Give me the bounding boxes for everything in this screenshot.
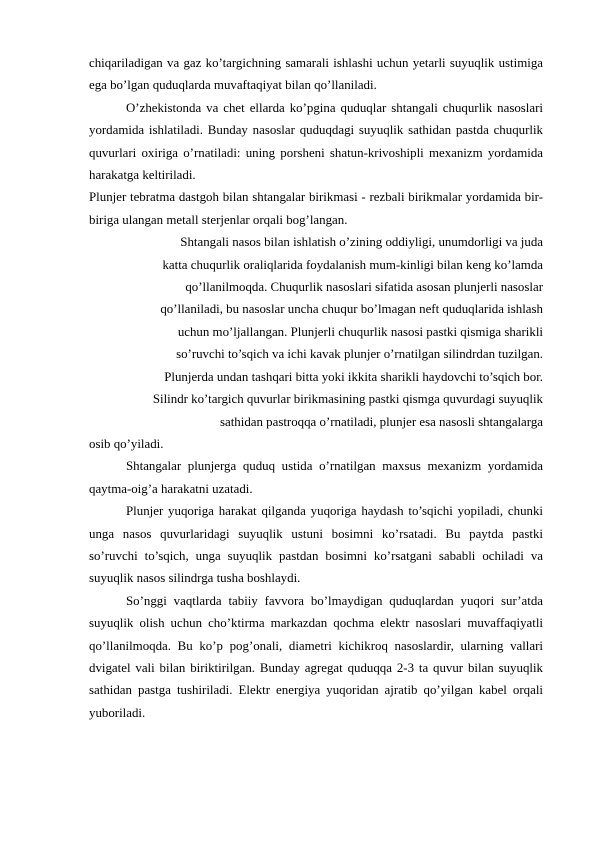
right-aligned-paragraph [89,231,543,455]
text-line: osib qo’yiladi. [89,436,164,451]
text-line: qo’llaniladi, bu nasoslar uncha chuqur bo’lmagan neft quduqlarida ishlash [160,302,543,317]
text-line: Plunjerda undan tashqari bitta yoki ikkita sharikli haydovchi to’sqich bor. [164,369,543,384]
text-line: uchun mo’ljallangan. Plunjerli chuqurlik nasosi pastki qismiga sharikli [177,324,543,339]
text-line: sathidan pastroqqa o’rnatiladi, plunjer esa nasosli shtangalarga [219,414,543,429]
paragraph-sucker-rod-pumps: O’zhekistonda va chet ellarda ko’pgina quduqlar shtangali chuqurlik nasoslari yordamida ishlatiladi. Bunday nasoslar quduqdagi suyuqlik sathidan pastda chuqurlik quvurlari oxiriga o’rnatiladi: uning porsheni shatun-krivoshipli mexanizm yordamida harakatga keltiriladi. [89,100,543,183]
document-body [89,52,543,724]
paragraph-plunger-motion: Plunjer yuqoriga harakat qilganda yuqoriga haydash to’sqichi yopiladi, chunki unga nasos quvurlaridagi suyuqlik ustuni bosimni ko’rsatadi. Bu paytda pastki so’ruvchi to’sqich, unga suyuqlik pastdan bosimni ko’rsatgani sababli ochiladi va suyuqlik nasos silindrga tusha boshlaydi. [89,504,543,586]
text-line: Shtangali nasos bilan ishlatish o’zining oddiyligi, unumdorligi va juda [180,235,543,250]
text-line: katta chuqurlik oraliqlarida foydalanish mum-kinligi bilan keng ko’lamda [162,257,543,272]
text-line: qo’llanilmoqda. Chuqurlik nasoslari sifatida asosan plunjerli nasoslar [185,280,543,295]
text-line: Silindr ko’targich quvurlar birikmasining pastki qismga quvurdagi suyuqlik [152,392,543,407]
paragraph-plunger-connection: Plunjer tebratma dastgoh bilan shtangalar birikmasi - rezbali birikmalar yordamida bir-biriga ulangan metall sterjenlar orqali bog’langan. [89,190,543,227]
paragraph-continuation: chiqariladigan va gaz ko’targichning samarali ishlashi uchun yetarli suyuqlik ustimiga ega bo’lgan quduqlarda muvaftaqiyat bilan qo’llaniladi. [89,56,543,93]
text-line: so’ruvchi to’sqich va ichi kavak plunjer o’rnatilgan silindrdan tuzilgan. [176,347,543,362]
paragraph-electric-pumps: So’nggi vaqtlarda tabiiy favvora bo’lmaydigan quduqlardan yuqori sur’atda suyuqlik olish uchun cho’ktirma markazdan qochma elektr nasoslari muvaffaqiyatli qo’llanilmoqda. Bu ko’p pog’onali, diametri kichikroq nasoslardir, ularning vallari dvigatel vali bilan biriktirilgan. Bunday agregat quduqqa 2-3 ta quvur bilan suyuqlik sathidan pastga tushiriladi. Elektr energiya yuqoridan ajratib qo’yilgan kabel orqali yuboriladi. [89,593,543,720]
paragraph-rod-mechanism: Shtangalar plunjerga quduq ustida o’rnatilgan maxsus mexanizm yordamida qaytma-oig’a harakatni uzatadi. [89,459,543,496]
